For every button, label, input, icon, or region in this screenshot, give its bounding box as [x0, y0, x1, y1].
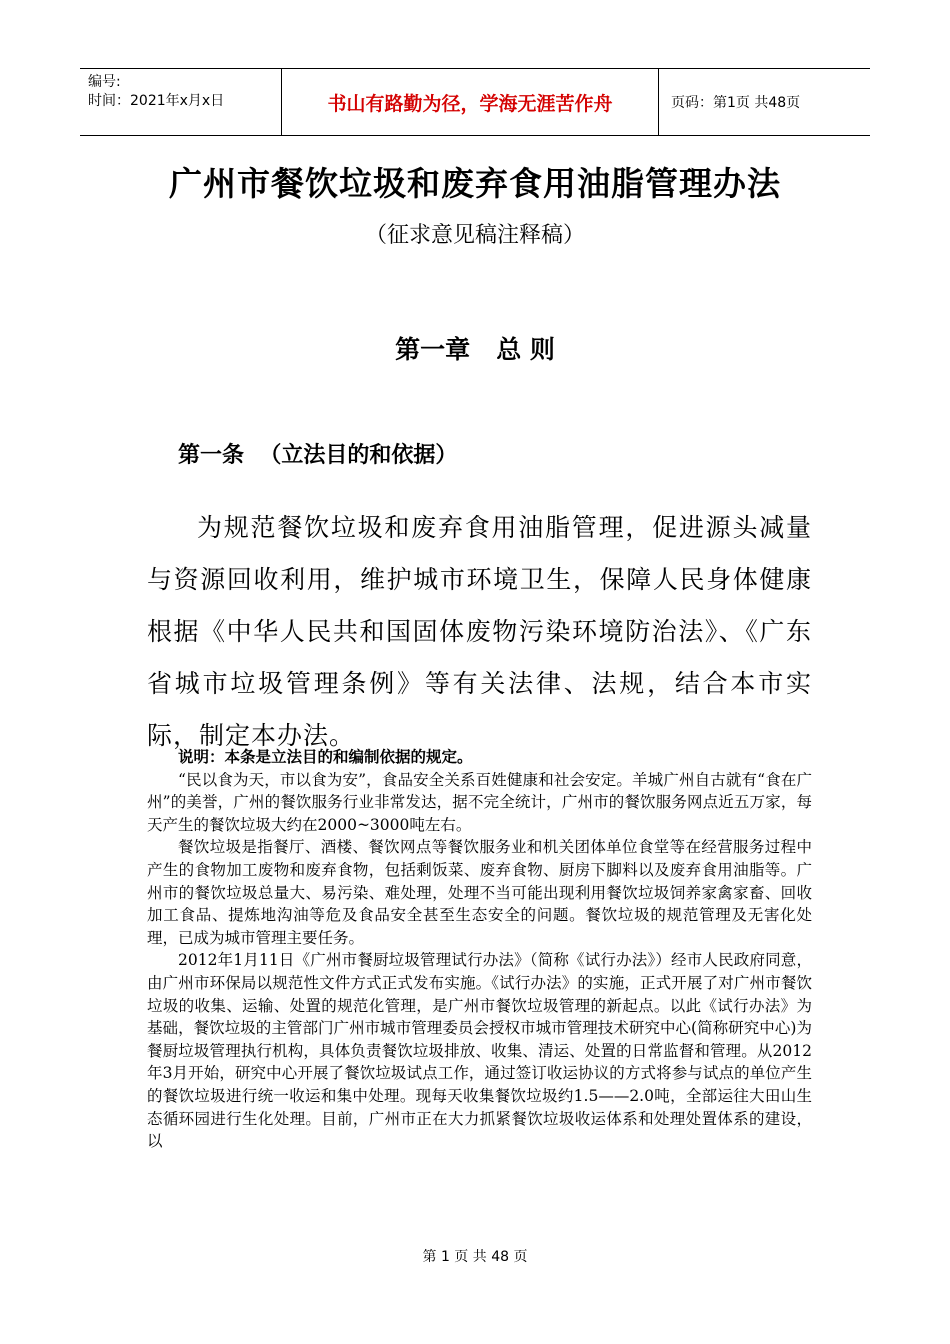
article-body [147, 502, 812, 762]
page-footer: 第 1 页 共 48 页 [422, 1249, 528, 1265]
article-heading: 第一条 （立法目的和依据） [178, 443, 458, 468]
article-body-text: 为规范餐饮垃圾和废弃食用油脂管理，促进源头减量与资源回收利用，维护城市环境卫生，保障人民身体健康根据《中华人民共和国固体废物污染环境防治法》、《广东省城市垃圾管理条例》等有关法律、法规，结合本市实际，制定本办法。 [147, 513, 812, 750]
note-lead: 说明：本条是立法目的和编制依据的规定。 [178, 748, 473, 766]
number-label: 编号: [88, 74, 121, 90]
note-paragraph: 餐饮垃圾是指餐厅、酒楼、餐饮网点等餐饮服务业和机关团体单位食堂等在经营服务过程中产生的食物加工废物和废弃食物，包括剩饭菜、废弃食物、厨房下脚料以及废弃食用油脂等。广州市的餐饮垃圾总量大、易污染、难处理，处理不当可能出现利用餐饮垃圾饲养家禽家畜、回收加工食品、提炼地沟油等危及食品安全甚至生态安全的问题。餐饮垃圾的规范管理及无害化处理，已成为城市管理主要任务。 [147, 838, 812, 947]
header-motto: 书山有路勤为径，学海无涯苦作舟 [282, 69, 659, 135]
time-label: 时间：2021年x月x日 [88, 93, 225, 109]
explanation-note [147, 746, 812, 1153]
document-title: 广州市餐饮垃圾和废弃食用油脂管理办法 [169, 164, 781, 203]
page-header [80, 68, 870, 136]
header-meta [80, 69, 282, 135]
note-paragraph: 2012年1月11日《广州市餐厨垃圾管理试行办法》（简称《试行办法》）经市人民政府同意，由广州市环保局以规范性文件方式正式发布实施。《试行办法》的实施，正式开展了对广州市餐饮垃圾的收集、运输、处置的规范化管理，是广州市餐饮垃圾管理的新起点。以此《试行办法》为基础，餐饮垃圾的主管部门广州市城市管理委员会授权市城市管理技术研究中心(简称研究中心)为餐厨垃圾管理执行机构，具体负责餐饮垃圾排放、收集、清运、处置的日常监督和管理。从2012年3月开始，研究中心开展了餐饮垃圾试点工作，通过签订收运协议的方式将参与试点的单位产生的餐饮垃圾进行统一收运和集中处理。现每天收集餐饮垃圾约1.5——2.0吨，全部运往大田山生态循环园进行生化处理。目前，广州市正在大力抓紧餐饮垃圾收运体系和处理处置体系的建设，以 [147, 951, 812, 1151]
document-subtitle: （征求意见稿注释稿） [364, 223, 585, 248]
note-paragraph: “民以食为天，市以食为安”，食品安全关系百姓健康和社会安定。羊城广州自古就有“食在广州”的美誉，广州的餐饮服务行业非常发达，据不完全统计，广州市的餐饮服务网点近五万家，每天产生的餐饮垃圾大约在2000~3000吨左右。 [147, 770, 812, 834]
header-page-info: 页码：第1页 共48页 [671, 95, 801, 111]
chapter-heading: 第一章 总 则 [395, 335, 555, 364]
